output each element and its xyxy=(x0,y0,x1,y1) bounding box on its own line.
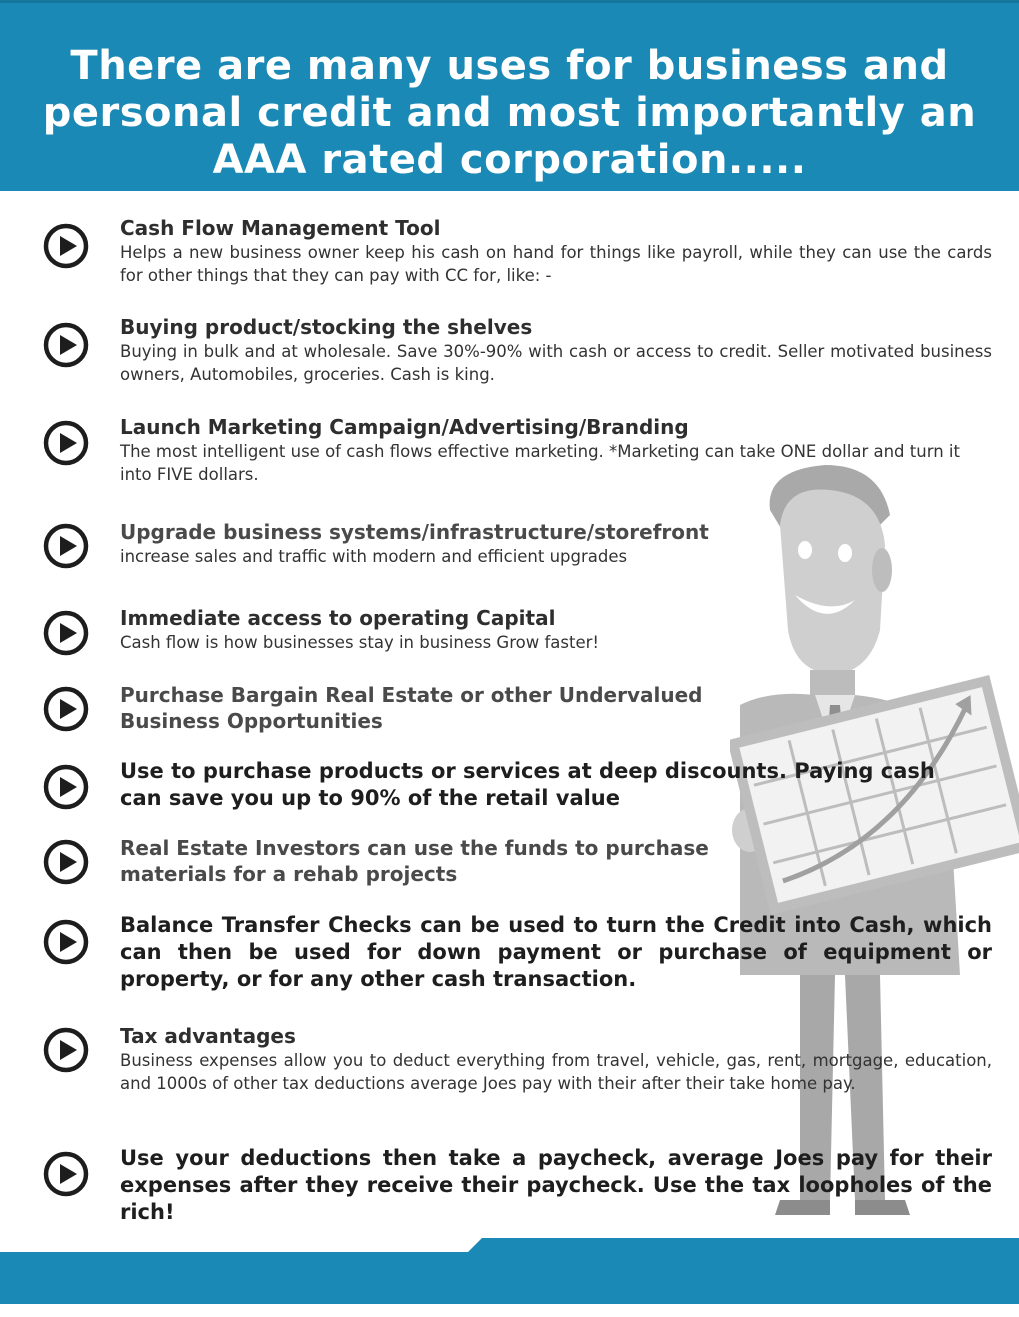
item-title: Balance Transfer Checks can be used to turn the Credit into Cash, which can then be used for down payment or purchase of equipment or property, or for any other cash transaction. xyxy=(120,913,992,991)
item-title: Real Estate Investors can use the funds to purchase materials for a rehab projects xyxy=(120,836,709,886)
item-body: Buying in bulk and at wholesale. Save 30%-90% with cash or access to credit. Seller motivated business owners, Automobiles, groceries. Cash is king. xyxy=(120,342,992,384)
item-title: Upgrade business systems/infrastructure/storefront xyxy=(120,520,709,544)
item-title: Buying product/stocking the shelves xyxy=(120,315,533,339)
play-circle-icon xyxy=(42,522,90,570)
item-body: Cash flow is how businesses stay in business Grow faster! xyxy=(120,633,599,652)
play-circle-icon xyxy=(42,838,90,886)
play-circle-icon xyxy=(42,763,90,811)
item-title: Use to purchase products or services at deep discounts. Paying cash can save you up to 90% of the retail value xyxy=(120,759,935,810)
play-circle-icon xyxy=(42,321,90,369)
item-body: Helps a new business owner keep his cash on hand for things like payroll, while they can use the cards for other things that they can pay with CC for, like: - xyxy=(120,243,992,285)
play-circle-icon xyxy=(42,419,90,467)
play-circle-icon xyxy=(42,918,90,966)
footer-band xyxy=(0,1238,1019,1304)
item-title: Launch Marketing Campaign/Advertising/Branding xyxy=(120,415,689,439)
businessman-illustration xyxy=(730,455,1019,1225)
play-circle-icon xyxy=(42,222,90,270)
header-banner xyxy=(0,0,1019,191)
play-circle-icon xyxy=(42,1026,90,1074)
item-title: Tax advantages xyxy=(120,1024,296,1048)
item-body: increase sales and traffic with modern and efficient upgrades xyxy=(120,547,628,566)
item-title: Cash Flow Management Tool xyxy=(120,216,441,240)
item-title: Use your deductions then take a paycheck, average Joes pay for their expenses after they receive their paycheck. Use the tax loopholes of the rich! xyxy=(120,1146,992,1224)
item-body: Business expenses allow you to deduct everything from travel, vehicle, gas, rent, mortgage, education, and 1000s of other tax deductions average Joes pay with their after their take home pay. xyxy=(120,1051,992,1093)
play-circle-icon xyxy=(42,685,90,733)
item-title: Purchase Bargain Real Estate or other Undervalued Business Opportunities xyxy=(120,683,703,733)
page-title: There are many uses for business and personal credit and most importantly an AAA rated corporation..... xyxy=(42,43,977,183)
item-title: Immediate access to operating Capital xyxy=(120,606,556,630)
play-circle-icon xyxy=(42,1150,90,1198)
item-body: The most intelligent use of cash flows effective marketing. *Marketing can take ONE dollar and turn it into FIVE dollars. xyxy=(120,442,960,484)
play-circle-icon xyxy=(42,609,90,657)
